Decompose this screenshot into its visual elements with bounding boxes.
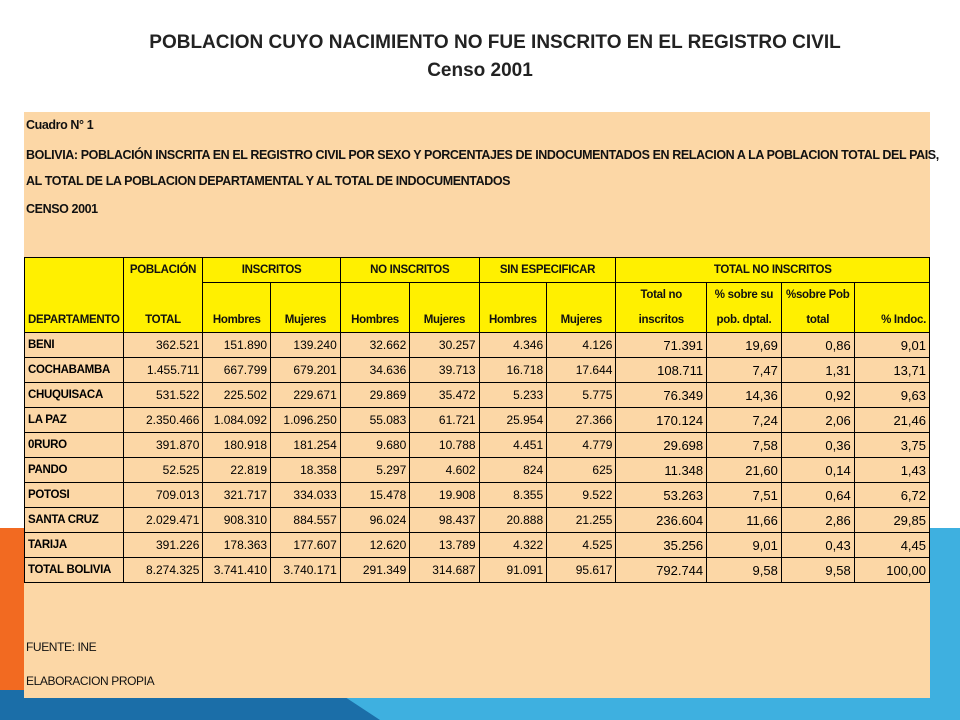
row-value: 908.310 [203, 508, 271, 533]
row-value: 792.744 [616, 558, 707, 583]
row-value: 4.451 [479, 433, 547, 458]
col-pct-indoc: % Indoc. [854, 308, 929, 333]
row-value: 9,01 [854, 333, 929, 358]
row-value: 170.124 [616, 408, 707, 433]
col-hombres-no-inscritos: Hombres [340, 308, 409, 333]
row-value: 0,92 [781, 383, 854, 408]
row-value: 1.096.250 [271, 408, 341, 433]
row-value: 9.680 [340, 433, 409, 458]
row-value: 2.029.471 [123, 508, 203, 533]
row-value: 1.455.711 [123, 358, 203, 383]
row-value: 1.084.092 [203, 408, 271, 433]
row-department: BENI [25, 333, 124, 358]
credit-note: ELABORACION PROPIA [26, 674, 155, 688]
row-value: 7,58 [707, 433, 782, 458]
row-value: 11.348 [616, 458, 707, 483]
row-department: 0RURO [25, 433, 124, 458]
row-department: TOTAL BOLIVIA [25, 558, 124, 583]
table-row [25, 533, 930, 558]
table-row [25, 358, 930, 383]
row-value: 35.256 [616, 533, 707, 558]
row-value: 3.741.410 [203, 558, 271, 583]
header-cell-blank [410, 283, 479, 308]
row-value: 108.711 [616, 358, 707, 383]
row-value: 100,00 [854, 558, 929, 583]
row-value: 3.740.171 [271, 558, 341, 583]
col-departamento: DEPARTAMENTO [25, 308, 124, 333]
row-value: 2.350.466 [123, 408, 203, 433]
row-value: 321.717 [203, 483, 271, 508]
row-value: 21,60 [707, 458, 782, 483]
header-poblacion: POBLACIÓN [123, 258, 203, 283]
row-value: 2,86 [781, 508, 854, 533]
row-value: 61.721 [410, 408, 479, 433]
row-value: 531.522 [123, 383, 203, 408]
row-value: 884.557 [271, 508, 341, 533]
row-value: 2,06 [781, 408, 854, 433]
row-value: 25.954 [479, 408, 547, 433]
row-value: 9,63 [854, 383, 929, 408]
row-value: 667.799 [203, 358, 271, 383]
col-pob-dptal: pob. dptal. [707, 308, 782, 333]
data-table [24, 257, 930, 583]
row-value: 8.274.325 [123, 558, 203, 583]
row-value: 30.257 [410, 333, 479, 358]
row-value: 625 [547, 458, 616, 483]
header-cell-blank [271, 283, 341, 308]
row-value: 5.297 [340, 458, 409, 483]
header-cell-blank [123, 283, 203, 308]
cuadro-label: Cuadro N° 1 [26, 118, 94, 132]
header-row-groups [25, 258, 930, 283]
row-value: 180.918 [203, 433, 271, 458]
table-body [25, 333, 930, 583]
row-value: 29.698 [616, 433, 707, 458]
header-inscritos: INSCRITOS [203, 258, 340, 283]
row-value: 21.255 [547, 508, 616, 533]
header-cell-blank [479, 283, 547, 308]
row-value: 0,36 [781, 433, 854, 458]
row-department: SANTA CRUZ [25, 508, 124, 533]
header-pct-sobre-pob: %sobre Pob [781, 283, 854, 308]
table-row [25, 433, 930, 458]
row-value: 391.870 [123, 433, 203, 458]
row-value: 96.024 [340, 508, 409, 533]
header-total-no: Total no [616, 283, 707, 308]
row-department: CHUQUISACA [25, 383, 124, 408]
header-sin-especificar: SIN ESPECIFICAR [479, 258, 616, 283]
row-value: 21,46 [854, 408, 929, 433]
row-value: 20.888 [479, 508, 547, 533]
row-value: 7,24 [707, 408, 782, 433]
col-mujeres-inscritos: Mujeres [271, 308, 341, 333]
row-value: 5.233 [479, 383, 547, 408]
row-value: 53.263 [616, 483, 707, 508]
table-panel [24, 112, 939, 698]
col-total: TOTAL [123, 308, 203, 333]
row-value: 91.091 [479, 558, 547, 583]
row-value: 16.718 [479, 358, 547, 383]
row-value: 679.201 [271, 358, 341, 383]
header-cell-blank [25, 283, 124, 308]
table-row [25, 333, 930, 358]
row-value: 4.602 [410, 458, 479, 483]
header-no-inscritos: NO INSCRITOS [340, 258, 479, 283]
row-value: 391.226 [123, 533, 203, 558]
row-value: 27.366 [547, 408, 616, 433]
row-value: 1,31 [781, 358, 854, 383]
row-value: 34.636 [340, 358, 409, 383]
header-cell-blank [340, 283, 409, 308]
row-department: TARIJA [25, 533, 124, 558]
row-value: 229.671 [271, 383, 341, 408]
header-cell-blank [547, 283, 616, 308]
row-value: 291.349 [340, 558, 409, 583]
row-value: 22.819 [203, 458, 271, 483]
row-value: 3,75 [854, 433, 929, 458]
row-department: PANDO [25, 458, 124, 483]
row-value: 10.788 [410, 433, 479, 458]
row-value: 29.869 [340, 383, 409, 408]
row-value: 709.013 [123, 483, 203, 508]
col-hombres-inscritos: Hombres [203, 308, 271, 333]
table-caption-line-3: CENSO 2001 [26, 202, 98, 216]
row-value: 12.620 [340, 533, 409, 558]
row-value: 0,86 [781, 333, 854, 358]
row-value: 19,69 [707, 333, 782, 358]
row-value: 18.358 [271, 458, 341, 483]
row-value: 52.525 [123, 458, 203, 483]
row-value: 5.775 [547, 383, 616, 408]
row-value: 9,58 [707, 558, 782, 583]
row-value: 35.472 [410, 383, 479, 408]
table-row [25, 508, 930, 533]
row-value: 0,14 [781, 458, 854, 483]
row-value: 32.662 [340, 333, 409, 358]
source-note: FUENTE: INE [26, 640, 97, 654]
row-value: 824 [479, 458, 547, 483]
row-value: 8.355 [479, 483, 547, 508]
table-row [25, 458, 930, 483]
row-value: 17.644 [547, 358, 616, 383]
row-department: LA PAZ [25, 408, 124, 433]
row-value: 55.083 [340, 408, 409, 433]
table-row [25, 483, 930, 508]
row-value: 139.240 [271, 333, 341, 358]
row-value: 13,71 [854, 358, 929, 383]
row-value: 151.890 [203, 333, 271, 358]
row-value: 6,72 [854, 483, 929, 508]
row-value: 1,43 [854, 458, 929, 483]
row-value: 0,64 [781, 483, 854, 508]
row-value: 177.607 [271, 533, 341, 558]
row-value: 13.789 [410, 533, 479, 558]
row-value: 95.617 [547, 558, 616, 583]
row-value: 71.391 [616, 333, 707, 358]
row-value: 76.349 [616, 383, 707, 408]
row-value: 4.322 [479, 533, 547, 558]
header-cell-blank [25, 258, 124, 283]
row-value: 236.604 [616, 508, 707, 533]
header-cell-blank [203, 283, 271, 308]
row-value: 181.254 [271, 433, 341, 458]
col-mujeres-sin-especificar: Mujeres [547, 308, 616, 333]
row-value: 4.525 [547, 533, 616, 558]
table-caption-line-2: AL TOTAL DE LA POBLACION DEPARTAMENTAL Y AL TOTAL DE INDOCUMENTADOS [26, 174, 511, 188]
table-row [25, 558, 930, 583]
row-value: 4.779 [547, 433, 616, 458]
row-value: 4.346 [479, 333, 547, 358]
col-mujeres-no-inscritos: Mujeres [410, 308, 479, 333]
row-value: 9.522 [547, 483, 616, 508]
table-row [25, 383, 930, 408]
row-value: 178.363 [203, 533, 271, 558]
slide-subtitle: Censo 2001 [427, 60, 533, 81]
row-value: 39.713 [410, 358, 479, 383]
row-department: POTOSI [25, 483, 124, 508]
row-department: COCHABAMBA [25, 358, 124, 383]
row-value: 9,01 [707, 533, 782, 558]
col-inscritos: inscritos [616, 308, 707, 333]
table-caption-line-1: BOLIVIA: POBLACIÓN INSCRITA EN EL REGISTRO CIVIL POR SEXO Y PORCENTAJES DE INDOCUMENTADOS EN RELACION A LA POBLACION TOTAL DEL PAIS, [26, 148, 939, 162]
row-value: 14,36 [707, 383, 782, 408]
row-value: 98.437 [410, 508, 479, 533]
row-value: 362.521 [123, 333, 203, 358]
header-cell-blank [854, 283, 929, 308]
row-value: 9,58 [781, 558, 854, 583]
row-value: 4.126 [547, 333, 616, 358]
slide-title: POBLACION CUYO NACIMIENTO NO FUE INSCRITO EN EL REGISTRO CIVIL [149, 32, 841, 53]
row-value: 7,47 [707, 358, 782, 383]
row-value: 4,45 [854, 533, 929, 558]
row-value: 314.687 [410, 558, 479, 583]
header-row-columns [25, 308, 930, 333]
row-value: 7,51 [707, 483, 782, 508]
table-row [25, 408, 930, 433]
header-total-no-inscritos: TOTAL NO INSCRITOS [616, 258, 930, 283]
header-pct-sobre-su: % sobre su [707, 283, 782, 308]
col-total-pct: total [781, 308, 854, 333]
row-value: 334.033 [271, 483, 341, 508]
row-value: 225.502 [203, 383, 271, 408]
col-hombres-sin-especificar: Hombres [479, 308, 547, 333]
header-row-sub [25, 283, 930, 308]
row-value: 19.908 [410, 483, 479, 508]
row-value: 11,66 [707, 508, 782, 533]
row-value: 15.478 [340, 483, 409, 508]
row-value: 29,85 [854, 508, 929, 533]
row-value: 0,43 [781, 533, 854, 558]
